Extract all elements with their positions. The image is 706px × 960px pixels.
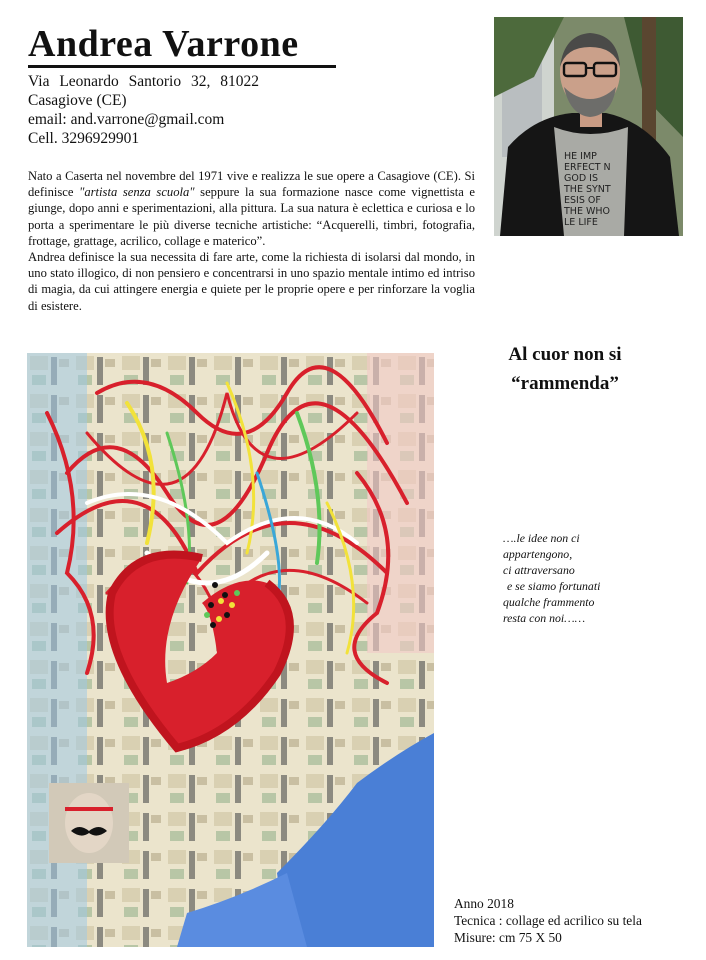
bio-quote: "artista senza scuola": [79, 185, 195, 200]
email-line[interactable]: email: and.varrone@gmail.com: [28, 111, 225, 128]
artwork-poem: [503, 530, 600, 626]
shirt-text-line: HE IMP: [564, 151, 597, 162]
poem-line: resta con noi……: [503, 611, 586, 625]
city-line: Casagiove (CE): [28, 92, 127, 109]
name-underline: [28, 65, 336, 68]
poem-line: qualche frammento: [503, 595, 595, 609]
artwork-size: Misure: cm 75 X 50: [454, 930, 562, 945]
poem-line: ci attraversano: [503, 563, 575, 577]
artwork-title: [470, 340, 660, 398]
painting-image: [27, 353, 434, 947]
bio-text-1b: seppure la sua formazione nasce come vignettista e giunge, dopo anni e sperimentazioni, alla pittura. La sua natura è eclettica e curiosa e lo porta a sperimentare le più diverse tecniche artistiche: “Acquerelli, timbri, fotografia, frottage, grattage, acrilico, collage e materico”.: [28, 185, 476, 248]
shirt-text-line: THE SYNT: [564, 184, 611, 195]
shirt-text-line: GOD IS: [564, 173, 599, 184]
artwork-title-line-2: “rammenda”: [511, 373, 619, 394]
shirt-text-line: LE LIFE: [564, 217, 598, 228]
shirt-text-line: ESIS OF: [564, 195, 601, 206]
bio-paragraph-2: Andrea definisce la sua necessita di fare arte, come la richiesta di isolarsi dal mondo, in uno stato illogico, di non pensiero e concentrarsi in uno spazio mentale intimo ed intriso di magia, da cui attingere energia e quiete per le proprie opere e per rinforzare la voglia di esistere.: [28, 250, 475, 313]
artwork-title-line-1: Al cuor non si: [508, 344, 622, 365]
address-line: Via Leonardo Santorio 32, 81022: [28, 73, 259, 90]
poem-line: e se siamo fortunati: [507, 579, 601, 593]
poem-line: appartengono,: [503, 547, 573, 561]
phone-line: Cell. 3296929901: [28, 130, 140, 147]
contact-block: [28, 72, 259, 148]
artist-photo: [494, 17, 683, 236]
bio-paragraph-1: [28, 168, 475, 249]
artwork-painting: [27, 353, 434, 947]
bio-text-1a: Nato a Caserta nel novembre del 1971 vive e realizza le sue opere a Casagiove (CE). Si definisce: [28, 169, 475, 200]
artist-photo-image: [494, 17, 683, 236]
shirt-text-line: THE WHO: [564, 206, 610, 217]
artwork-year: Anno 2018: [454, 896, 514, 911]
shirt-text-line: ERFECT N: [564, 162, 611, 173]
poem-line: ….le idee non ci: [503, 531, 580, 545]
artwork-details: [454, 895, 642, 946]
artist-name: Andrea Varrone: [28, 23, 299, 65]
artist-bio: [28, 168, 475, 314]
artwork-technique: Tecnica : collage ed acrilico su tela: [454, 913, 642, 928]
